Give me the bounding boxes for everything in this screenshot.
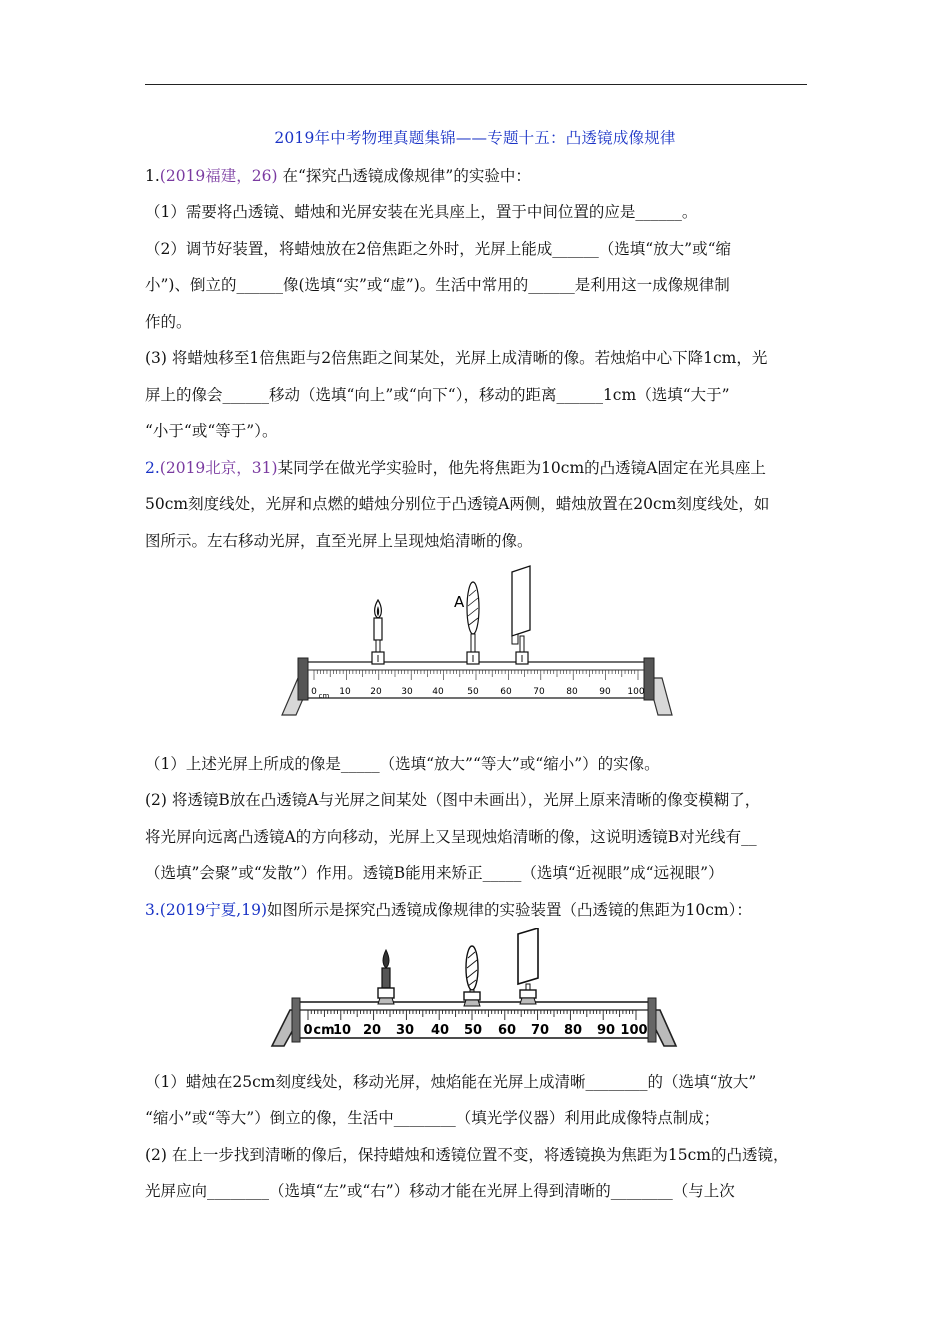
candle-2: [378, 950, 394, 1004]
q1-number: 1.: [145, 167, 160, 185]
q2-sub-3: 将光屏向远离凸透镜A的方向移动，光屏上又呈现烛焰清晰的像，这说明透镜B对光线有__: [145, 828, 757, 846]
q1-source: (2019福建，26): [159, 167, 278, 185]
q3-sub-3: (2) 在上一步找到清晰的像后，保持蜡烛和透镜位置不变，将透镜换为焦距为15cm的凸透镜，: [145, 1146, 789, 1164]
q1-line-7: “小于“或“等于”）。: [145, 422, 278, 440]
tick2-label-20: 20: [362, 1023, 382, 1038]
q3-number: 3.: [145, 901, 160, 919]
q3-source: (2019宁夏,19): [159, 901, 267, 919]
q1-line-5: (3) 将蜡烛移至1倍焦距与2倍焦距之间某处，光屏上成清晰的像。若烛焰中心下降1cm，光: [145, 349, 768, 367]
tick-label-30: 30: [401, 687, 413, 697]
tick-label-0: 0: [311, 687, 317, 697]
tick2-label-40: 40: [430, 1023, 450, 1038]
q1-line-4: 作的。: [145, 313, 192, 331]
q1-line-3: 小”)、倒立的______像(选填“实”或“虚”)。生活中常用的______是利用这一成像规律制: [145, 276, 730, 294]
tick-label-50: 50: [467, 687, 479, 697]
tick-label-60: 60: [500, 687, 512, 697]
q3-sub-2: “缩小”或“等大”）倒立的像，生活中________（填光学仪器）利用此成像特点制成；: [145, 1109, 720, 1127]
tick-label-40: 40: [432, 687, 444, 697]
q3-sub-4: 光屏应向________（选填“左”或“右”）移动才能在光屏上得到清晰的________（与上次: [145, 1182, 735, 1200]
lens-a: [454, 582, 479, 664]
q1-line-2: （2）调节好装置，将蜡烛放在2倍焦距之外时，光屏上能成______（选填“放大”或“缩: [145, 240, 731, 258]
bench-left-end: [298, 658, 308, 700]
lens-a-body: [467, 582, 479, 634]
light-screen: [512, 566, 530, 664]
q2-number: 2.: [145, 459, 160, 477]
q1-line-1: （1）需要将凸透镜、蜡烛和光屏安装在光具座上，置于中间位置的应是______。: [145, 203, 698, 221]
header-rule: [145, 84, 807, 85]
q3-sub-1: （1）蜡烛在25cm刻度线处，移动光屏，烛焰能在光屏上成清晰________的（选填“放大”: [145, 1073, 757, 1091]
q1-intro: 在“探究凸透镜成像规律”的实验中：: [282, 167, 531, 185]
q2-sub-4: （选填”会聚”或“发散”）作用。透镜B能用来矫正_____（选填“近视眼”成“远视眼”）: [145, 864, 724, 882]
tick-label-10: 10: [339, 687, 351, 697]
candle: [372, 600, 384, 664]
q2-line-3: 图所示。左右移动光屏，直至光屏上呈现烛焰清晰的像。: [145, 532, 533, 550]
page-title: 2019年中考物理真题集锦——专题十五：凸透镜成像规律: [274, 129, 676, 147]
lens-label-a: A: [454, 593, 465, 611]
optical-bench-figure-1: [276, 560, 676, 720]
q2-header: [145, 456, 815, 478]
q3-header: [145, 898, 815, 920]
q2-source: (2019北京，31): [159, 459, 278, 477]
tick-label-20: 20: [370, 687, 382, 697]
tick2-label-80: 80: [563, 1023, 583, 1038]
tick2-unit: cm: [313, 1023, 335, 1038]
bench-right-end: [644, 658, 654, 700]
tick-label-100: 100: [627, 687, 645, 697]
optical-bench-figure-2: [270, 928, 680, 1054]
screen-2: [518, 928, 538, 1004]
tick-label-90: 90: [599, 687, 611, 697]
tick2-label-30: 30: [395, 1023, 415, 1038]
lens-2: [464, 946, 480, 1006]
tick-label-70: 70: [533, 687, 545, 697]
q2-line-1: 某同学在做光学实验时，他先将焦距为10cm的凸透镜A固定在光具座上: [277, 459, 766, 477]
tick2-label-100: 100: [620, 1023, 648, 1038]
q3-intro: 如图所示是探究凸透镜成像规律的实验装置（凸透镜的焦距为10cm）：: [267, 901, 752, 919]
q2-sub-1: （1）上述光屏上所成的像是_____（选填“放大”“等大”或“缩小”）的实像。: [145, 755, 660, 773]
tick2-label-70: 70: [530, 1023, 550, 1038]
candle-body: [374, 618, 382, 640]
q2-line-2: 50cm刻度线处，光屏和点燃的蜡烛分别位于凸透镜A两侧，蜡烛放置在20cm刻度线处，如: [145, 495, 770, 513]
q1-line-6: 屏上的像会______移动（选填“向上”或“向下“），移动的距离______1cm（选填“大于”: [145, 386, 730, 404]
tick-label-80: 80: [566, 687, 578, 697]
tick2-label-10: 10: [332, 1023, 352, 1038]
unit-label: cm: [318, 692, 330, 700]
tick2-label-0: 0: [303, 1023, 313, 1038]
tick2-label-90: 90: [596, 1023, 616, 1038]
screen-panel: [512, 566, 530, 636]
tick2-label-50: 50: [463, 1023, 483, 1038]
tick2-label-60: 60: [497, 1023, 517, 1038]
q2-sub-2: (2) 将透镜B放在凸透镜A与光屏之间某处（图中未画出），光屏上原来清晰的像变模糊了，: [145, 791, 761, 809]
q1-header: [145, 164, 815, 186]
